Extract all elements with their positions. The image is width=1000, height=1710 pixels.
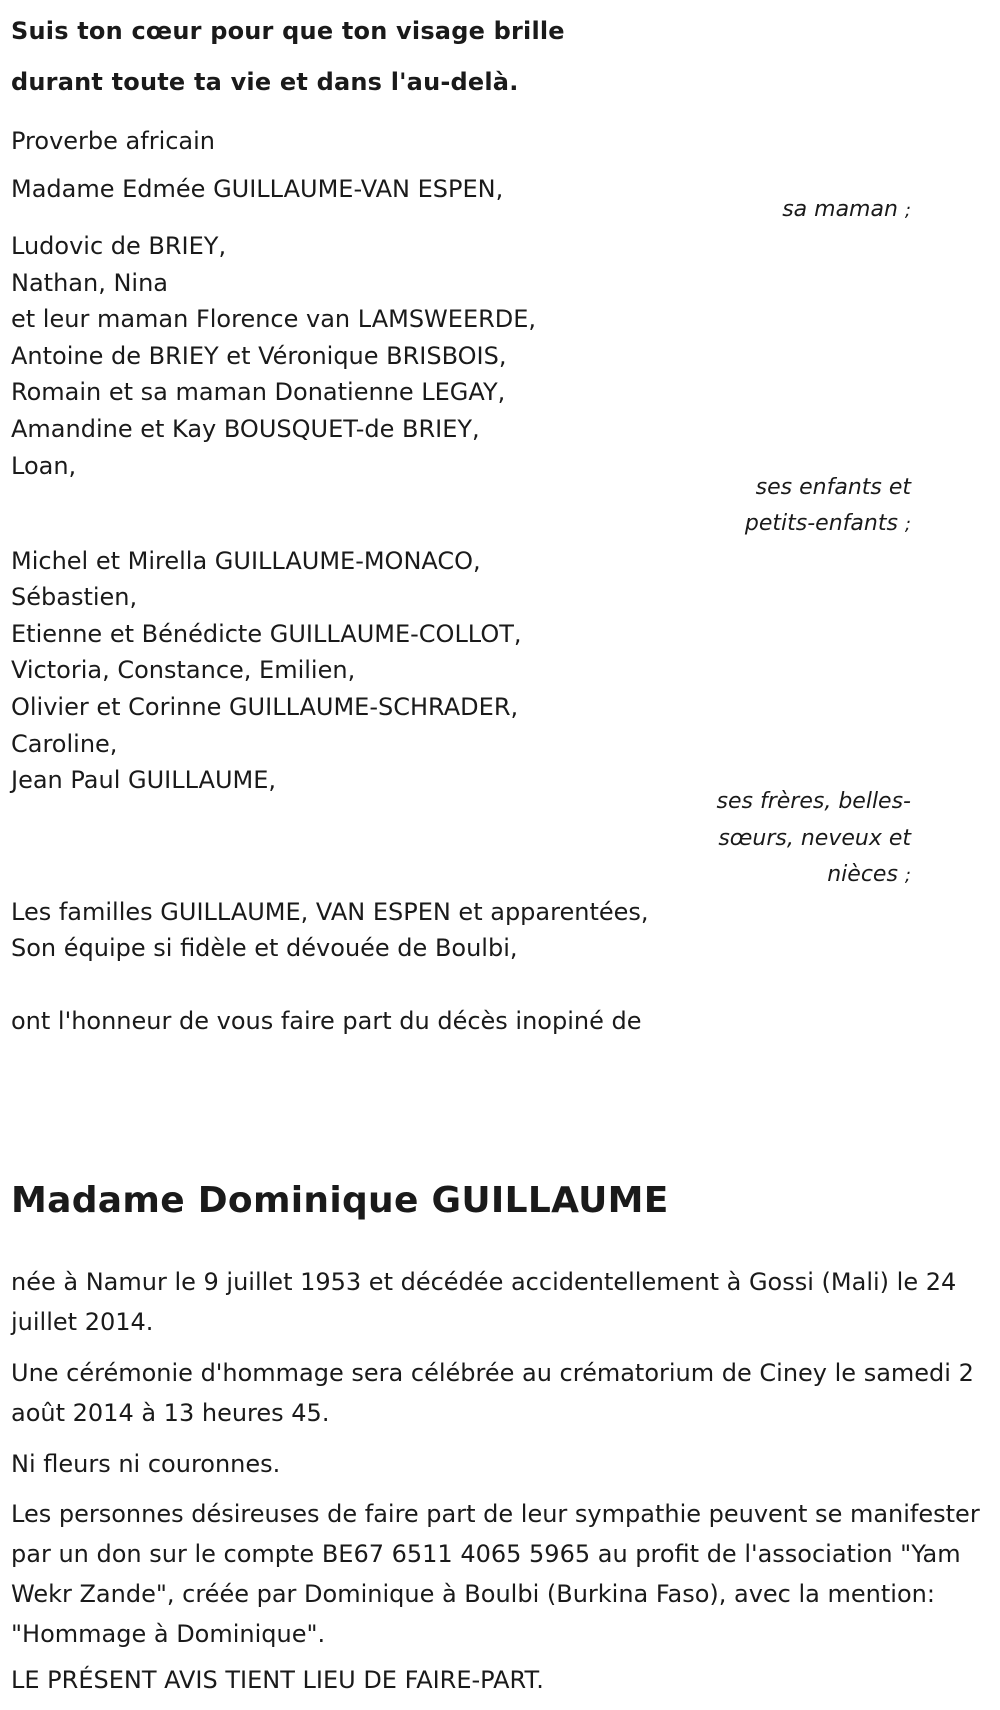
donation-paragraph: Les personnes désireuses de faire part de leur sympathie peuvent se manifester par un don sur le compte BE67 6511 4065 5965 au profit de l'association "Yam Wekr Zande", créée par Dominique à Boulbi (Burkina Faso), avec la mention: "Hommage à Dominique". xyxy=(11,1500,980,1648)
family-member-line: Olivier et Corinne GUILLAUME-SCHRADER, xyxy=(11,693,519,721)
family-member-line: Romain et sa maman Donatienne LEGAY, xyxy=(11,378,506,406)
relation-text: sa maman xyxy=(782,197,898,222)
family-member-line: Son équipe si fidèle et dévouée de Boulbi, xyxy=(11,934,518,962)
relation-text: petits-enfants xyxy=(744,511,898,536)
epigraph-line: durant toute ta vie et dans l'au-delà. xyxy=(11,68,519,96)
relation-label-siblings xyxy=(717,782,911,822)
flowers-paragraph: Ni fleurs ni couronnes. xyxy=(11,1450,281,1478)
family-member-line: Jean Paul GUILLAUME, xyxy=(11,766,277,794)
family-member-line: Michel et Mirella GUILLAUME-MONACO, xyxy=(11,547,481,575)
relation-text: nièces xyxy=(827,862,898,887)
ceremony-paragraph: Une cérémonie d'hommage sera célébrée au crématorium de Ciney le samedi 2 août 2014 à 13 heures 45. xyxy=(11,1359,974,1427)
family-member-line: Caroline, xyxy=(11,730,118,758)
family-member-line: Les familles GUILLAUME, VAN ESPEN et apparentées, xyxy=(11,898,649,926)
epigraph-quote xyxy=(11,6,565,108)
relation-label-siblings xyxy=(827,855,911,896)
family-member-line: Sébastien, xyxy=(11,583,138,611)
relation-label-children xyxy=(756,468,911,508)
relation-text: ses enfants et xyxy=(755,475,911,500)
relation-separator: ; xyxy=(904,514,911,535)
family-member-line: Madame Edmée GUILLAUME-VAN ESPEN, xyxy=(11,175,504,203)
family-member-line: Nathan, Nina xyxy=(11,269,168,297)
family-member-line: Victoria, Constance, Emilien, xyxy=(11,656,356,684)
announcement-text: ont l'honneur de vous faire part du décès inopiné de xyxy=(11,1007,642,1035)
relation-label-siblings xyxy=(718,819,911,859)
relation-separator: ; xyxy=(904,865,911,886)
birth-death-paragraph: née à Namur le 9 juillet 1953 et décédée accidentellement à Gossi (Mali) le 24 juillet 2014. xyxy=(11,1268,957,1336)
epigraph-line: Suis ton cœur pour que ton visage brille xyxy=(11,17,565,45)
family-member-line: Amandine et Kay BOUSQUET-de BRIEY, xyxy=(11,415,480,443)
relation-label-children xyxy=(745,504,911,545)
relation-label-mother xyxy=(782,190,911,231)
family-member-line: et leur maman Florence van LAMSWEERDE, xyxy=(11,305,537,333)
family-member-line: Antoine de BRIEY et Véronique BRISBOIS, xyxy=(11,342,507,370)
family-member-line: Loan, xyxy=(11,452,77,480)
notice-paragraph: LE PRÉSENT AVIS TIENT LIEU DE FAIRE-PART. xyxy=(11,1666,544,1694)
relation-separator: ; xyxy=(904,200,911,221)
relation-text: ses frères, belles- xyxy=(716,789,911,814)
relation-text: sœurs, neveux et xyxy=(718,826,911,851)
deceased-name: Madame Dominique GUILLAUME xyxy=(11,1180,669,1221)
family-member-line: Ludovic de BRIEY, xyxy=(11,232,227,260)
proverb-attribution: Proverbe africain xyxy=(11,127,216,155)
family-member-line: Etienne et Bénédicte GUILLAUME-COLLOT, xyxy=(11,620,522,648)
